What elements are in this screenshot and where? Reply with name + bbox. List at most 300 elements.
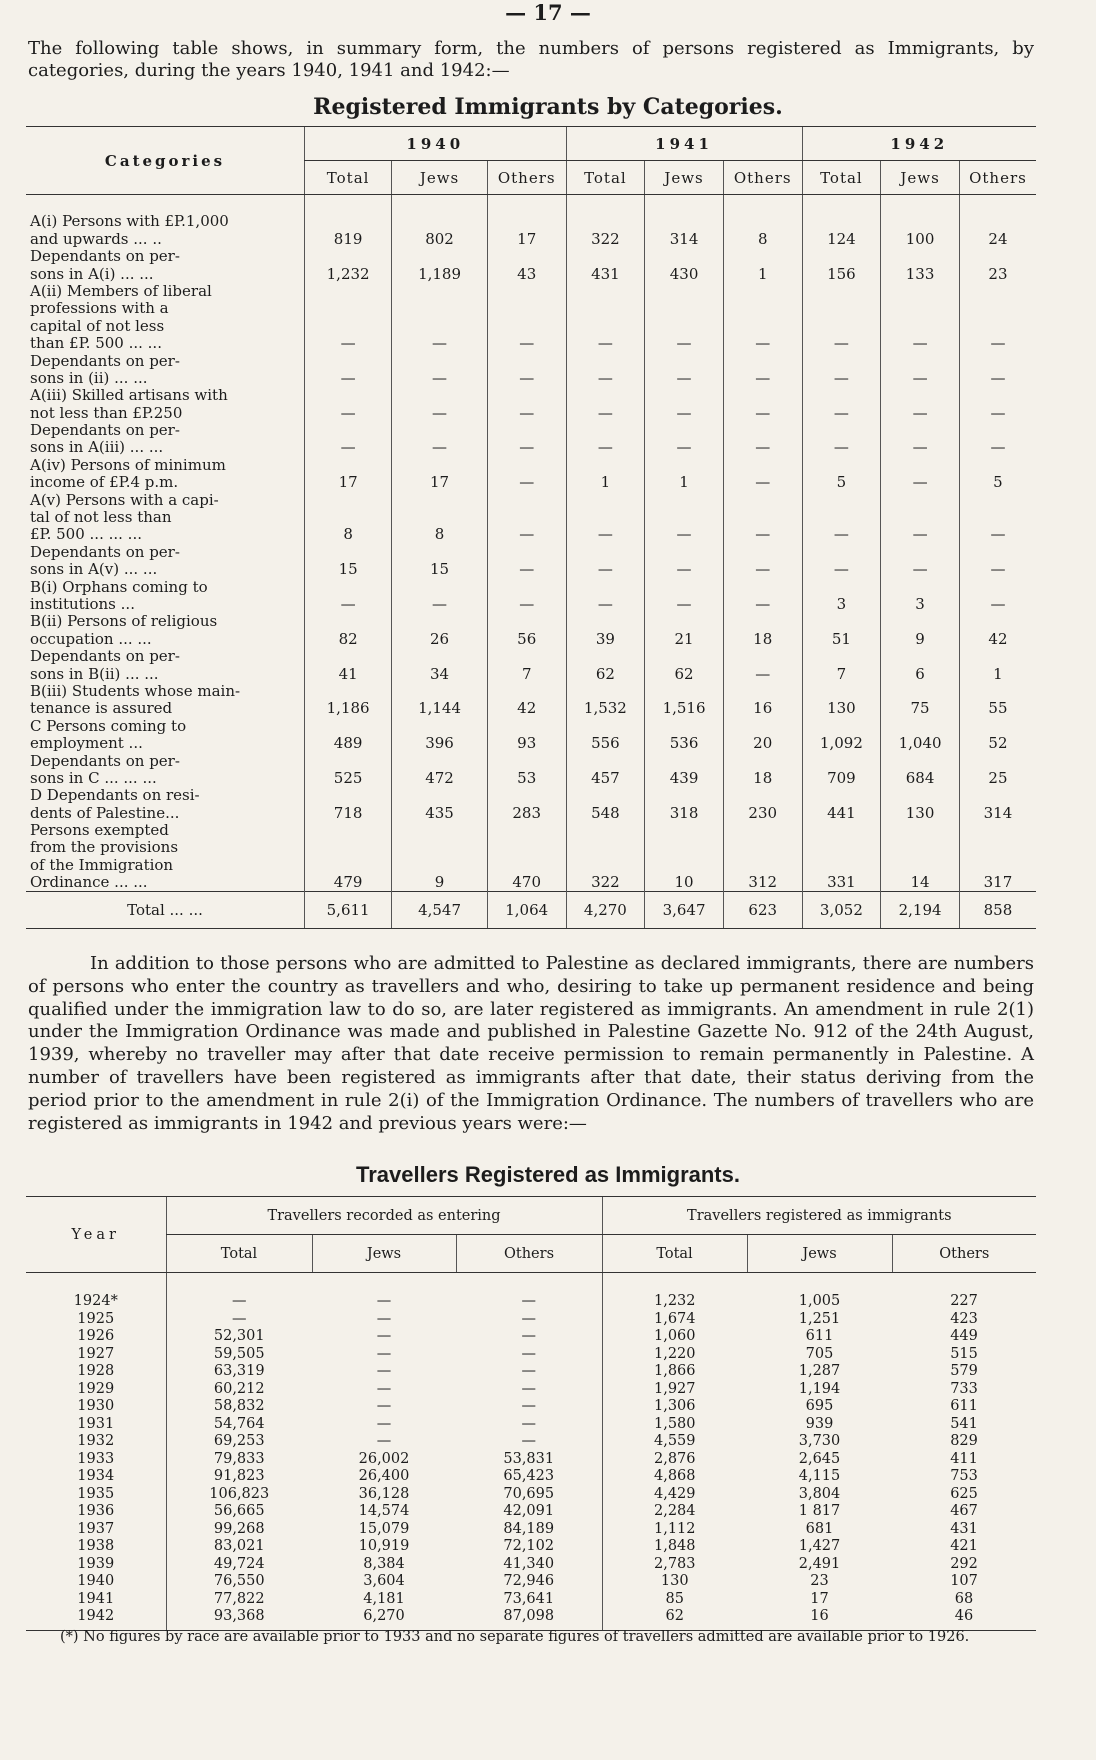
- cell-value: 411: [950, 1450, 978, 1467]
- table-row: [26, 1503, 1036, 1521]
- cell-value: —: [959, 439, 1036, 456]
- cell-value: 7: [487, 665, 566, 682]
- category-label: A(v) Persons with a capi-: [30, 491, 219, 509]
- cell-value: [959, 717, 1036, 734]
- cell-value: 42,091: [503, 1503, 555, 1520]
- cell-value: —: [723, 335, 802, 352]
- cell-value: [959, 352, 1036, 369]
- cell-value: 16: [723, 700, 802, 717]
- cell-value: [392, 717, 488, 734]
- total-value: 2,194: [881, 892, 960, 929]
- table-row: [26, 1486, 1036, 1504]
- cell-value: [566, 717, 645, 734]
- cell-value: [305, 300, 392, 317]
- cell-value: [802, 648, 881, 665]
- cell-value: [392, 578, 488, 595]
- cell-value: 62: [602, 1608, 747, 1630]
- cell-value: [566, 822, 645, 839]
- cell-value: [487, 509, 566, 526]
- cell-value: [723, 543, 802, 560]
- table-row: [26, 1468, 1036, 1486]
- cell-value: —: [305, 404, 392, 421]
- table-row: [26, 561, 1036, 578]
- cell-value: —: [723, 439, 802, 456]
- category-label: sons in C ... ... ...: [30, 769, 157, 787]
- cell-value: 322: [566, 874, 645, 892]
- cell-value: 431: [566, 265, 645, 282]
- table-row: [26, 1328, 1036, 1346]
- table-row: [26, 230, 1036, 247]
- cell-value: [723, 387, 802, 404]
- cell-value: 227: [950, 1293, 978, 1310]
- cell-value: 79,833: [166, 1451, 312, 1469]
- cell-value: —: [487, 335, 566, 352]
- cell-value: [723, 456, 802, 473]
- cell-value: 26,400: [358, 1468, 410, 1485]
- cell-value: [487, 839, 566, 856]
- cell-value: [723, 787, 802, 804]
- category-label: A(ii) Members of liberal: [30, 282, 212, 300]
- cell-value: 83,021: [166, 1538, 312, 1556]
- cell-value: 1,306: [602, 1398, 747, 1416]
- cell-value: [566, 387, 645, 404]
- cell-value: [645, 283, 724, 300]
- cell-value: [802, 543, 881, 560]
- cell-value: 556: [566, 735, 645, 752]
- cell-value: [566, 300, 645, 317]
- cell-value: 49,724: [166, 1556, 312, 1574]
- cell-value: [645, 839, 724, 856]
- cell-value: 18: [723, 770, 802, 787]
- cell-value: —: [392, 439, 488, 456]
- cell-value: 1,189: [392, 265, 488, 282]
- table-row: [26, 839, 1036, 856]
- cell-value: 829: [950, 1433, 978, 1450]
- cell-value: 3: [881, 596, 960, 613]
- cell-value: [959, 456, 1036, 473]
- subheader-jews: Jews: [747, 1235, 892, 1273]
- cell-value: 283: [487, 804, 566, 821]
- cell-value: [566, 248, 645, 265]
- cell-value: [723, 856, 802, 873]
- cell-value: [881, 839, 960, 856]
- year-cell: 1937: [77, 1520, 115, 1537]
- cell-value: [645, 317, 724, 334]
- cell-value: 21: [645, 630, 724, 647]
- cell-value: [723, 300, 802, 317]
- cell-value: 62: [566, 665, 645, 682]
- cell-value: —: [376, 1415, 392, 1432]
- category-label: professions with a: [30, 299, 169, 318]
- cell-value: [305, 317, 392, 334]
- total-value: 4,270: [566, 892, 645, 929]
- cell-value: [881, 856, 960, 873]
- cell-value: 85: [602, 1591, 747, 1609]
- cell-value: 6: [881, 665, 960, 682]
- cell-value: 1,674: [602, 1311, 747, 1329]
- cell-value: —: [305, 596, 392, 613]
- cell-value: [392, 317, 488, 334]
- category-label: A(i) Persons with £P.1,000: [30, 212, 229, 231]
- cell-value: [566, 195, 645, 231]
- cell-value: [305, 648, 392, 665]
- table-row: [26, 509, 1036, 526]
- cell-value: [487, 283, 566, 300]
- cell-value: 15: [305, 561, 392, 578]
- table-row: [26, 1433, 1036, 1451]
- cell-value: [959, 839, 1036, 856]
- cell-value: [645, 300, 724, 317]
- cell-value: 9: [881, 630, 960, 647]
- cell-value: 8,384: [363, 1555, 405, 1572]
- category-label: £P. 500 ... ... ...: [30, 526, 142, 544]
- cell-value: 42: [959, 630, 1036, 647]
- cell-value: [723, 613, 802, 630]
- total-value: 5,611: [305, 892, 392, 929]
- cell-value: —: [645, 596, 724, 613]
- cell-value: [881, 248, 960, 265]
- subheader-others: Others: [959, 161, 1036, 195]
- subheader-total: Total: [166, 1235, 312, 1273]
- cell-value: 10: [645, 874, 724, 892]
- travellers-table: [26, 1196, 1036, 1631]
- cell-value: 1,848: [602, 1538, 747, 1556]
- cell-value: 6,270: [312, 1608, 456, 1630]
- cell-value: 17: [487, 230, 566, 247]
- cell-value: [802, 717, 881, 734]
- cell-value: [723, 422, 802, 439]
- cell-value: 548: [566, 804, 645, 821]
- cell-value: —: [166, 1273, 312, 1311]
- table-row: [26, 1398, 1036, 1416]
- cell-value: 87,098: [456, 1608, 602, 1630]
- category-label: Dependants on per-: [30, 352, 180, 370]
- cell-value: [305, 195, 392, 231]
- cell-value: 2,876: [602, 1451, 747, 1469]
- cell-value: [392, 787, 488, 804]
- cell-value: 20: [723, 735, 802, 752]
- cell-value: —: [723, 474, 802, 491]
- cell-value: 55: [959, 700, 1036, 717]
- subheader-total: Total: [602, 1235, 747, 1273]
- cell-value: [802, 491, 881, 508]
- table-row: [26, 543, 1036, 560]
- cell-value: 396: [392, 735, 488, 752]
- cell-value: 292: [950, 1555, 978, 1572]
- cell-value: —: [376, 1293, 392, 1310]
- cell-value: [881, 578, 960, 595]
- cell-value: 1,194: [798, 1380, 841, 1397]
- cell-value: [487, 683, 566, 700]
- cell-value: [645, 422, 724, 439]
- cell-value: —: [392, 370, 488, 387]
- cell-value: —: [487, 474, 566, 491]
- cell-value: 802: [392, 230, 488, 247]
- cell-value: 5: [802, 474, 881, 491]
- cell-value: 1,516: [645, 700, 724, 717]
- table-row: [26, 683, 1036, 700]
- cell-value: 1: [566, 474, 645, 491]
- cell-value: 709: [802, 770, 881, 787]
- cell-value: [487, 195, 566, 231]
- cell-value: —: [521, 1293, 536, 1310]
- cell-value: [645, 387, 724, 404]
- cell-value: [881, 300, 960, 317]
- cell-value: 1,186: [305, 700, 392, 717]
- cell-value: —: [723, 561, 802, 578]
- cell-value: [305, 856, 392, 873]
- cell-value: 472: [392, 770, 488, 787]
- cell-value: [305, 752, 392, 769]
- category-label: of the Immigration: [30, 856, 174, 874]
- cell-value: 15,079: [358, 1520, 410, 1537]
- category-label: B(iii) Students whose main-: [30, 682, 241, 700]
- cell-value: 68: [954, 1590, 974, 1607]
- cell-value: 133: [881, 265, 960, 282]
- cell-value: [645, 717, 724, 734]
- cell-value: 91,823: [166, 1468, 312, 1486]
- cell-value: [802, 856, 881, 873]
- cell-value: 1,866: [602, 1363, 747, 1381]
- cell-value: [802, 422, 881, 439]
- cell-value: —: [376, 1345, 392, 1362]
- cell-value: [566, 787, 645, 804]
- table-row: [26, 195, 1036, 231]
- cell-value: [305, 509, 392, 526]
- table-row: [26, 1381, 1036, 1399]
- cell-value: —: [521, 1433, 536, 1450]
- cell-value: [959, 509, 1036, 526]
- footnote: (*) No figures by race are available prior to 1933 and no separate figures of travellers admitted are available prior to 1926.: [60, 1629, 970, 1645]
- table-row: [26, 1556, 1036, 1574]
- cell-value: 331: [802, 874, 881, 892]
- cell-value: [566, 456, 645, 473]
- travellers-paragraph: In addition to those persons who are admitted to Palestine as declared immigrants, there are numbers of persons who enter the country as travellers and who, desiring to take up permanent residence and being qualified under the immigration law to do so, are later registered as immigrants. An amendment in rule 2(1) under the Immigration Ordinance was made and published in Palestine Gazette No. 912 of the 24th August, 1939, whereby no traveller may after that date receive permission to remain permanently in Palestine. A number of travellers have been registered as immigrants after that date, their status deriving from the period prior to the amendment in rule 2(i) of the Immigration Ordinance. The numbers of travellers who are registered as immigrants in 1942 and previous years were:—: [28, 953, 1034, 1134]
- category-label: sons in A(iii) ... ...: [30, 439, 164, 457]
- year-cell: 1935: [77, 1485, 115, 1502]
- cell-value: [487, 248, 566, 265]
- subheader-others: Others: [487, 161, 566, 195]
- cell-value: [392, 648, 488, 665]
- cell-value: 317: [959, 874, 1036, 892]
- cell-value: [881, 822, 960, 839]
- subheader-total: Total: [566, 161, 645, 195]
- cell-value: —: [487, 596, 566, 613]
- cell-value: 59,505: [166, 1346, 312, 1364]
- cell-value: [487, 317, 566, 334]
- cell-value: [959, 613, 1036, 630]
- total-label: Total ... ...: [26, 892, 305, 929]
- cell-value: —: [881, 474, 960, 491]
- table-row: [26, 456, 1036, 473]
- cell-value: [392, 613, 488, 630]
- table-row: [26, 335, 1036, 352]
- cell-value: 58,832: [166, 1398, 312, 1416]
- cell-value: 230: [723, 804, 802, 821]
- cell-value: [723, 317, 802, 334]
- category-label: tal of not less than: [30, 508, 172, 527]
- cell-value: [723, 491, 802, 508]
- category-label: sons in A(v) ... ...: [30, 560, 158, 579]
- cell-value: 56: [487, 630, 566, 647]
- cell-value: [487, 787, 566, 804]
- cell-value: 82: [305, 630, 392, 647]
- table-row: [26, 370, 1036, 387]
- cell-value: 34: [392, 665, 488, 682]
- table-row: [26, 770, 1036, 787]
- cell-value: —: [521, 1363, 536, 1380]
- cell-value: —: [566, 370, 645, 387]
- cell-value: —: [802, 526, 881, 543]
- cell-value: [487, 422, 566, 439]
- cell-value: 479: [305, 874, 392, 892]
- cell-value: 39: [566, 630, 645, 647]
- cell-value: —: [566, 335, 645, 352]
- cell-value: 1: [645, 474, 724, 491]
- year-cell: 1930: [77, 1398, 115, 1415]
- year-header-1941: 1941: [566, 127, 802, 161]
- cell-value: —: [521, 1398, 536, 1415]
- cell-value: 69,253: [166, 1433, 312, 1451]
- cell-value: [723, 578, 802, 595]
- category-label: Dependants on per-: [30, 647, 180, 666]
- cell-value: —: [566, 526, 645, 543]
- cell-value: [959, 283, 1036, 300]
- cell-value: [566, 317, 645, 334]
- cell-value: [487, 387, 566, 404]
- table-row: [26, 526, 1036, 543]
- cell-value: [959, 491, 1036, 508]
- cell-value: [959, 648, 1036, 665]
- table-row: [26, 283, 1036, 300]
- cell-value: 4,429: [602, 1486, 747, 1504]
- cell-value: —: [802, 404, 881, 421]
- cell-value: 733: [950, 1380, 978, 1397]
- cell-value: [645, 491, 724, 508]
- cell-value: [645, 578, 724, 595]
- cell-value: 1,060: [602, 1328, 747, 1346]
- cell-value: —: [802, 439, 881, 456]
- subheader-jews: Jews: [312, 1235, 456, 1273]
- cell-value: 18: [723, 630, 802, 647]
- cell-value: [723, 752, 802, 769]
- cell-value: [723, 352, 802, 369]
- cell-value: 42: [487, 700, 566, 717]
- cell-value: [723, 195, 802, 231]
- cell-value: —: [959, 335, 1036, 352]
- year-cell: 1941: [77, 1590, 115, 1607]
- cell-value: [305, 787, 392, 804]
- cell-value: 449: [950, 1328, 978, 1345]
- subheader-jews: Jews: [392, 161, 488, 195]
- table-row: [26, 422, 1036, 439]
- table-row: [26, 352, 1036, 369]
- cell-value: 431: [950, 1520, 978, 1537]
- subheader-others: Others: [456, 1235, 602, 1273]
- cell-value: [566, 283, 645, 300]
- cell-value: [881, 195, 960, 231]
- cell-value: —: [487, 439, 566, 456]
- cell-value: 93,368: [166, 1608, 312, 1630]
- cell-value: 3: [802, 596, 881, 613]
- cell-value: —: [881, 404, 960, 421]
- table-row: [26, 596, 1036, 613]
- cell-value: 100: [881, 230, 960, 247]
- category-label: D Dependants on resi-: [30, 786, 200, 805]
- cell-value: [487, 578, 566, 595]
- cell-value: 312: [723, 874, 802, 892]
- cell-value: 430: [645, 265, 724, 282]
- cell-value: [305, 613, 392, 630]
- cell-value: [802, 456, 881, 473]
- cell-value: [723, 648, 802, 665]
- cell-value: [723, 683, 802, 700]
- cell-value: 99,268: [166, 1521, 312, 1539]
- table-row: [26, 491, 1036, 508]
- table-row: [26, 874, 1036, 892]
- subheader-jews: Jews: [881, 161, 960, 195]
- cell-value: [881, 317, 960, 334]
- cell-value: [392, 456, 488, 473]
- intro-paragraph: The following table shows, in summary form, the numbers of persons registered as Immigrants, by categories, during the years 1940, 1941 and 1942:—: [28, 38, 1034, 81]
- cell-value: [645, 509, 724, 526]
- cell-value: 2,491: [798, 1555, 841, 1572]
- cell-value: 43: [487, 265, 566, 282]
- cell-value: [566, 683, 645, 700]
- cell-value: [802, 317, 881, 334]
- table-row: [26, 404, 1036, 421]
- cell-value: [881, 387, 960, 404]
- table-row: [26, 439, 1036, 456]
- cell-value: 52,301: [166, 1328, 312, 1346]
- category-label: B(i) Orphans coming to: [30, 578, 208, 596]
- cell-value: 1,427: [798, 1538, 841, 1555]
- cell-value: —: [566, 561, 645, 578]
- cell-value: 1,532: [566, 700, 645, 717]
- cell-value: 1: [723, 265, 802, 282]
- cell-value: —: [487, 404, 566, 421]
- year-cell: 1925: [77, 1310, 115, 1327]
- cell-value: [802, 300, 881, 317]
- cell-value: 53,831: [503, 1450, 555, 1467]
- table-row: [26, 1363, 1036, 1381]
- subheader-total: Total: [802, 161, 881, 195]
- cell-value: 24: [959, 230, 1036, 247]
- cell-value: —: [166, 1311, 312, 1329]
- cell-value: 819: [305, 230, 392, 247]
- category-label: institutions ...: [30, 595, 135, 613]
- category-label: sons in (ii) ... ...: [30, 369, 148, 387]
- cell-value: [802, 683, 881, 700]
- cell-value: 16: [747, 1608, 892, 1630]
- cell-value: 705: [805, 1345, 834, 1362]
- cell-value: 2,645: [798, 1450, 841, 1467]
- cell-value: —: [881, 335, 960, 352]
- table-row: [26, 804, 1036, 821]
- table-row: [26, 665, 1036, 682]
- table-row: [26, 317, 1036, 334]
- cell-value: [802, 839, 881, 856]
- subheader-others: Others: [892, 1235, 1036, 1273]
- cell-value: [645, 787, 724, 804]
- cell-value: [392, 387, 488, 404]
- category-label: capital of not less: [30, 317, 165, 335]
- cell-value: [305, 352, 392, 369]
- cell-value: 77,822: [166, 1591, 312, 1609]
- cell-value: [723, 248, 802, 265]
- cell-value: —: [392, 404, 488, 421]
- cell-value: 106,823: [166, 1486, 312, 1504]
